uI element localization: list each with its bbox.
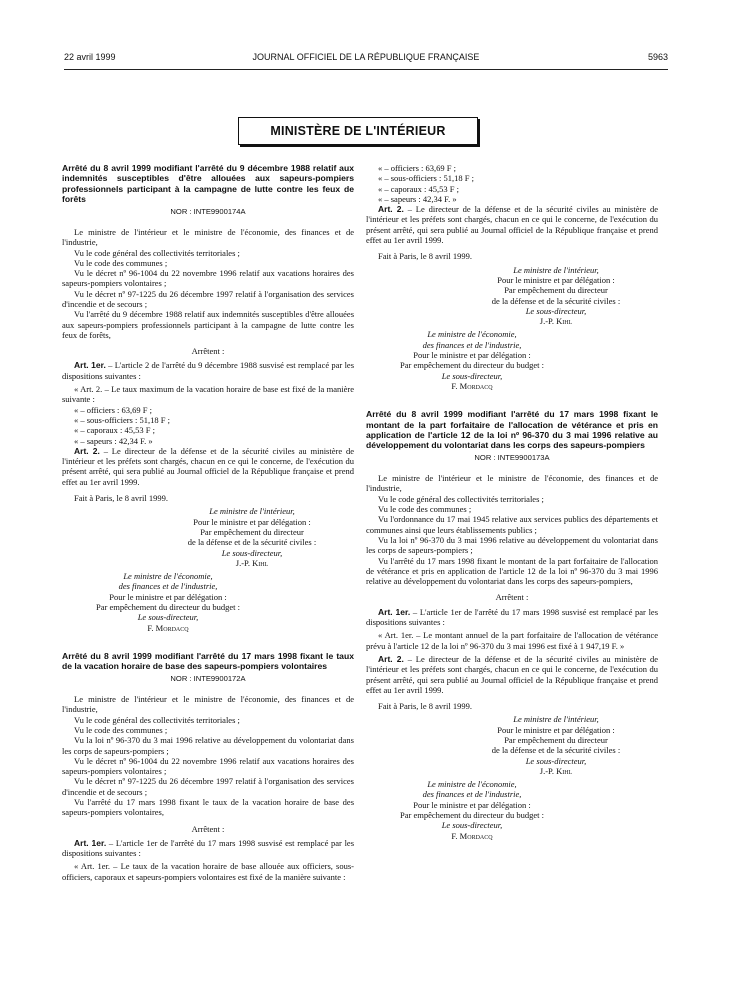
rate-item: « – sapeurs : 42,34 F. » bbox=[74, 435, 153, 446]
arrete1-visa: Vu le code des communes ; bbox=[74, 257, 168, 268]
arrete3-nor: NOR : INTE9900173A bbox=[474, 452, 550, 462]
arrete2-article2: Art. 2. – Le directeur de la défense et de la sécurité civiles au ministère de l'intérieur et les préfets sont chargés, chacun en ce qui le concerne, de l'exécution du présent arrêté, qui sera publié au Journal officiel de la République française et prend effet au 1er avril 1999. bbox=[366, 204, 658, 246]
issue-date: 22 avril 1999 bbox=[64, 52, 116, 62]
rate-item: « – officiers : 63,69 F ; bbox=[378, 163, 456, 173]
arrete2-nor: NOR : INTE9900172A bbox=[170, 673, 246, 683]
article-label: Art. 1er. bbox=[74, 837, 107, 848]
article-label: Art. 2. bbox=[74, 445, 100, 456]
article-label: Art. 2. bbox=[378, 204, 404, 215]
arrete2-visa: Le ministre de l'intérieur et le ministre de l'économie, des finances et de l'industrie, bbox=[62, 694, 354, 715]
arrete1-visa: Le ministre de l'intérieur et le ministre de l'économie, des finances et de l'industrie, bbox=[62, 226, 354, 248]
signature-economie: Le ministre de l'économie, des finances et de l'industrie, Pour le ministre et par délégation : Par empêchement du directeur du budget : Le sous-directeur, F. Mordacq bbox=[400, 329, 544, 391]
arrete3-visa: Vu la loi nº 96-370 du 3 mai 1996 relative au développement du volontariat dans les corps de sapeurs-pompiers ; bbox=[366, 534, 658, 556]
arrete2-arretent: Arrêtent : bbox=[191, 823, 225, 834]
arrete2-visa: Vu le code des communes ; bbox=[74, 724, 168, 735]
right-column bbox=[366, 163, 658, 841]
arrete3-visa: Vu le code des communes ; bbox=[378, 504, 472, 515]
arrete1-nor: NOR : INTE9900174A bbox=[170, 206, 246, 216]
article-label: Art. 1er. bbox=[74, 360, 106, 371]
arrete2-visa: Vu l'arrêté du 17 mars 1998 fixant le taux de la vacation horaire de base des sapeurs-pompiers volontaires, bbox=[62, 796, 354, 818]
arrete1-article2-quote: « Art. 2. – Le taux maximum de la vacation horaire de base est fixé de la manière suivante : bbox=[62, 384, 354, 405]
arrete1-article2: Art. 2. – Le directeur de la défense et de la sécurité civiles au ministère de l'intérieur et les préfets sont chargés, chacun en ce qui le concerne, de l'exécution du présent arrêté, qui sera publié au Journal officiel de la République française et prend effet au 1er avril 1999. bbox=[62, 445, 354, 487]
arrete1-article1: Art. 1er. – L'article 2 de l'arrêté du 9 décembre 1988 susvisé est remplacé par les dispositions suivantes : bbox=[62, 360, 355, 381]
signature-interieur: Le ministre de l'intérieur, Pour le ministre et par délégation : Par empêchement du directeur de la défense et de la sécurité civiles : Le sous-directeur, J.-P. Kihl bbox=[187, 506, 317, 568]
arrete2-fait: Fait à Paris, le 8 avril 1999. bbox=[378, 251, 472, 262]
journal-title: JOURNAL OFFICIEL DE LA RÉPUBLIQUE FRANÇAISE bbox=[252, 52, 480, 62]
signature-interieur: Le ministre de l'intérieur, Pour le ministre et par délégation : Par empêchement du directeur de la défense et de la sécurité civiles : Le sous-directeur, J.-P. Kihl bbox=[491, 714, 621, 776]
arrete3-fait: Fait à Paris, le 8 avril 1999. bbox=[378, 701, 472, 712]
arrete1-visa: Vu le décret nº 97-1225 du 26 décembre 1997 relatif à l'organisation des services d'incendie et de secours ; bbox=[62, 288, 354, 309]
arrete3-visa: Le ministre de l'intérieur et le ministre de l'économie, des finances et de l'industrie, bbox=[366, 473, 658, 494]
arrete1-visa: Vu le décret nº 96-1004 du 22 novembre 1996 relatif aux vacations horaires des sapeurs-pompiers volontaires ; bbox=[62, 268, 354, 289]
arrete1-visa: Vu l'arrêté du 9 décembre 1988 relatif aux indemnités susceptibles d'être allouées aux sapeurs-pompiers professionnels participant à la campagne de lutte contre les feux de forêts, bbox=[62, 309, 354, 340]
arrete1-visa: Vu le code général des collectivités territoriales ; bbox=[74, 247, 240, 258]
arrete2-visa: Vu le décret nº 97-1225 du 26 décembre 1997 relatif à l'organisation des services d'incendie et de secours ; bbox=[62, 776, 354, 797]
article-label: Art. 2. bbox=[378, 653, 404, 664]
arrete1-fait: Fait à Paris, le 8 avril 1999. bbox=[74, 493, 168, 504]
arrete2-visa: Vu le code général des collectivités territoriales ; bbox=[74, 714, 240, 725]
page-number: 5963 bbox=[647, 52, 668, 62]
arrete2-visa: Vu le décret nº 96-1004 du 22 novembre 1996 relatif aux vacations horaires des sapeurs-pompiers volontaires ; bbox=[62, 755, 354, 777]
article-label: Art. 1er. bbox=[378, 606, 411, 617]
arrete3-title: Arrêté du 8 avril 1999 modifiant l'arrêté du 17 mars 1998 fixant le montant de la part forfaitaire de l'allocation de vétérance et pris en application de l'article 12 de la loi nº 96-370 du 3 mai 1996 relative au développement du volontariat dans les corps des sapeurs-pompiers bbox=[366, 409, 658, 451]
arrete3-arretent: Arrêtent : bbox=[495, 592, 529, 603]
arrete2-title: Arrêté du 8 avril 1999 modifiant l'arrêté du 17 mars 1998 fixant le taux de la vacation horaire de base des sapeurs-pompiers volontaires bbox=[62, 650, 354, 672]
arrete3-article1-quote: « Art. 1er. – Le montant annuel de la part forfaitaire de l'allocation de vétérance prévu à l'article 12 de la loi nº 96-370 du 3 mai 1996 est fixé à 1 947,19 F. » bbox=[366, 630, 658, 651]
left-column bbox=[62, 163, 354, 882]
signature-economie: Le ministre de l'économie, des finances et de l'industrie, Pour le ministre et par délégation : Par empêchement du directeur du budget : Le sous-directeur, F. Mordacq bbox=[400, 779, 544, 841]
arrete2-article1-quote: « Art. 1er. – Le taux de la vacation horaire de base allouée aux officiers, sous-officiers, caporaux et sapeurs-pompiers volontaires est fixé de la manière suivante : bbox=[62, 861, 354, 882]
arrete3-visa: Vu l'arrêté du 17 mars 1998 fixant le montant de la part forfaitaire de l'allocation de vétérance et pris en application de l'article 12 de la loi nº 96-370 du 3 mai 1996 relative au développement du volontariat dans les corps des sapeurs-pompiers, bbox=[366, 555, 658, 587]
arrete1-arretent: Arrêtent : bbox=[191, 346, 225, 357]
arrete2-article1: Art. 1er. – L'article 1er de l'arrêté du 17 mars 1998 susvisé est remplacé par les dispositions suivantes : bbox=[62, 837, 355, 859]
arrete1-title: Arrêté du 8 avril 1999 modifiant l'arrêté du 9 décembre 1988 relatif aux indemnités susceptibles d'être allouées aux sapeurs-pompiers professionnels participant à la campagne de lutte contre les feux de forêts bbox=[62, 163, 354, 205]
rate-item: « – sous-officiers : 51,18 F ; bbox=[378, 173, 474, 184]
arrete3-article1: Art. 1er. – L'article 1er de l'arrêté du 17 mars 1998 susvisé est remplacé par les dispositions suivantes : bbox=[366, 606, 659, 628]
rate-item: « – caporaux : 45,53 F ; bbox=[74, 425, 155, 436]
signature-economie: Le ministre de l'économie, des finances et de l'industrie, Pour le ministre et par délégation : Par empêchement du directeur du budget : Le sous-directeur, F. Mordacq bbox=[96, 571, 240, 633]
page-header bbox=[64, 52, 668, 68]
signature-interieur: Le ministre de l'intérieur, Pour le ministre et par délégation : Par empêchement du directeur de la défense et de la sécurité civiles : Le sous-directeur, J.-P. Kihl bbox=[491, 264, 621, 327]
arrete3-article2: Art. 2. – Le directeur de la défense et de la sécurité civiles au ministère de l'intérieur et les préfets sont chargés, chacun en ce qui le concerne, de l'exécution du présent arrêté, qui sera publié au Journal officiel de la République française et prend effet au 1er avril 1999. bbox=[366, 653, 658, 695]
rate-item: « – sapeurs : 42,34 F. » bbox=[378, 193, 457, 204]
rate-item: « – officiers : 63,69 F ; bbox=[74, 404, 152, 415]
arrete2-visa: Vu la loi nº 96-370 du 3 mai 1996 relative au développement du volontariat dans les corps de sapeurs-pompiers ; bbox=[62, 735, 354, 756]
rate-item: « – caporaux : 45,53 F ; bbox=[378, 183, 459, 194]
header-rule bbox=[64, 69, 668, 70]
rate-item: « – sous-officiers : 51,18 F ; bbox=[74, 414, 170, 425]
arrete3-visa: Vu l'ordonnance du 17 mai 1945 relative aux services publics des départements et communes ainsi que leurs établissements publics ; bbox=[366, 514, 658, 535]
ministry-heading: MINISTÈRE DE L'INTÉRIEUR bbox=[238, 117, 478, 145]
arrete3-visa: Vu le code général des collectivités territoriales ; bbox=[378, 493, 544, 504]
